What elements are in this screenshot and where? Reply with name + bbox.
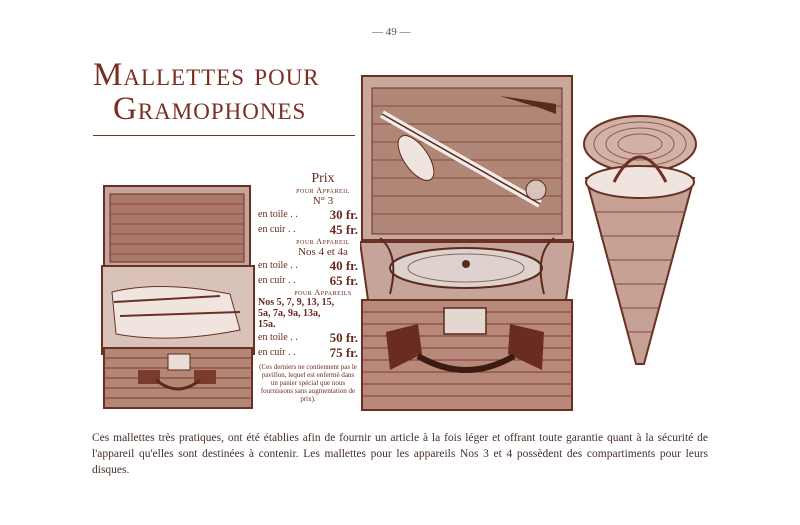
price-row-value: 30 fr.: [329, 207, 358, 222]
price-row-label: en toile . .: [258, 260, 298, 271]
price-row-label: en toile . .: [258, 332, 298, 343]
price-group-models: 15a.: [258, 319, 276, 330]
price-row: [258, 273, 358, 288]
description-paragraph: Ces mallettes très pratiques, ont été établies afin de fournir un article à la fois léger et offrant toute garantie quant à la sécurité de l'appareil qu'elles sont destinées à contenir. Les mallettes pour les appareils Nos 3 et 4 possèdent des compartiments pour leurs disques.: [92, 432, 708, 476]
price-group-model: N° 3: [312, 195, 334, 207]
price-row-value: 75 fr.: [329, 345, 358, 360]
price-row: [258, 258, 358, 273]
price-list: [258, 172, 358, 403]
price-list-title: Prix: [311, 171, 335, 186]
price-group-model: Nos 4 et 4a: [298, 246, 348, 258]
price-group-header: pour Appareil: [296, 186, 350, 195]
price-row-label: en cuir . .: [258, 224, 296, 235]
price-note: (Ces derniers ne contiennent pas le pavillon, lequel est enfermé dans un panier spécial que nous fournissons sans augmentation de prix).: [259, 363, 357, 403]
price-row: [258, 222, 358, 237]
price-row-label: en toile . .: [258, 209, 298, 220]
price-row-value: 65 fr.: [329, 273, 358, 288]
price-row-value: 40 fr.: [329, 258, 358, 273]
price-row-value: 45 fr.: [329, 222, 358, 237]
price-row: [258, 345, 358, 360]
small-case-illustration: [100, 184, 256, 412]
price-group-models: 5a, 7a, 9a, 13a,: [258, 308, 321, 319]
price-row: [258, 330, 358, 345]
title-underline: [93, 135, 355, 136]
price-group-header: pour Appareil: [296, 237, 350, 246]
price-row: [258, 207, 358, 222]
price-group-header: pour Appareils: [294, 288, 352, 297]
page-number: — 49 —: [372, 26, 411, 38]
price-group-models: Nos 5, 7, 9, 13, 15,: [258, 297, 335, 308]
title-line-2: Gramophones: [113, 91, 307, 127]
price-row-label: en cuir . .: [258, 347, 296, 358]
price-row-label: en cuir . .: [258, 275, 296, 286]
price-row-value: 50 fr.: [329, 330, 358, 345]
gramophone-case-illustration: [360, 74, 574, 412]
title-line-1: Mallettes pour: [93, 57, 320, 93]
page-title: [93, 58, 355, 126]
wicker-basket-illustration: [580, 112, 700, 370]
